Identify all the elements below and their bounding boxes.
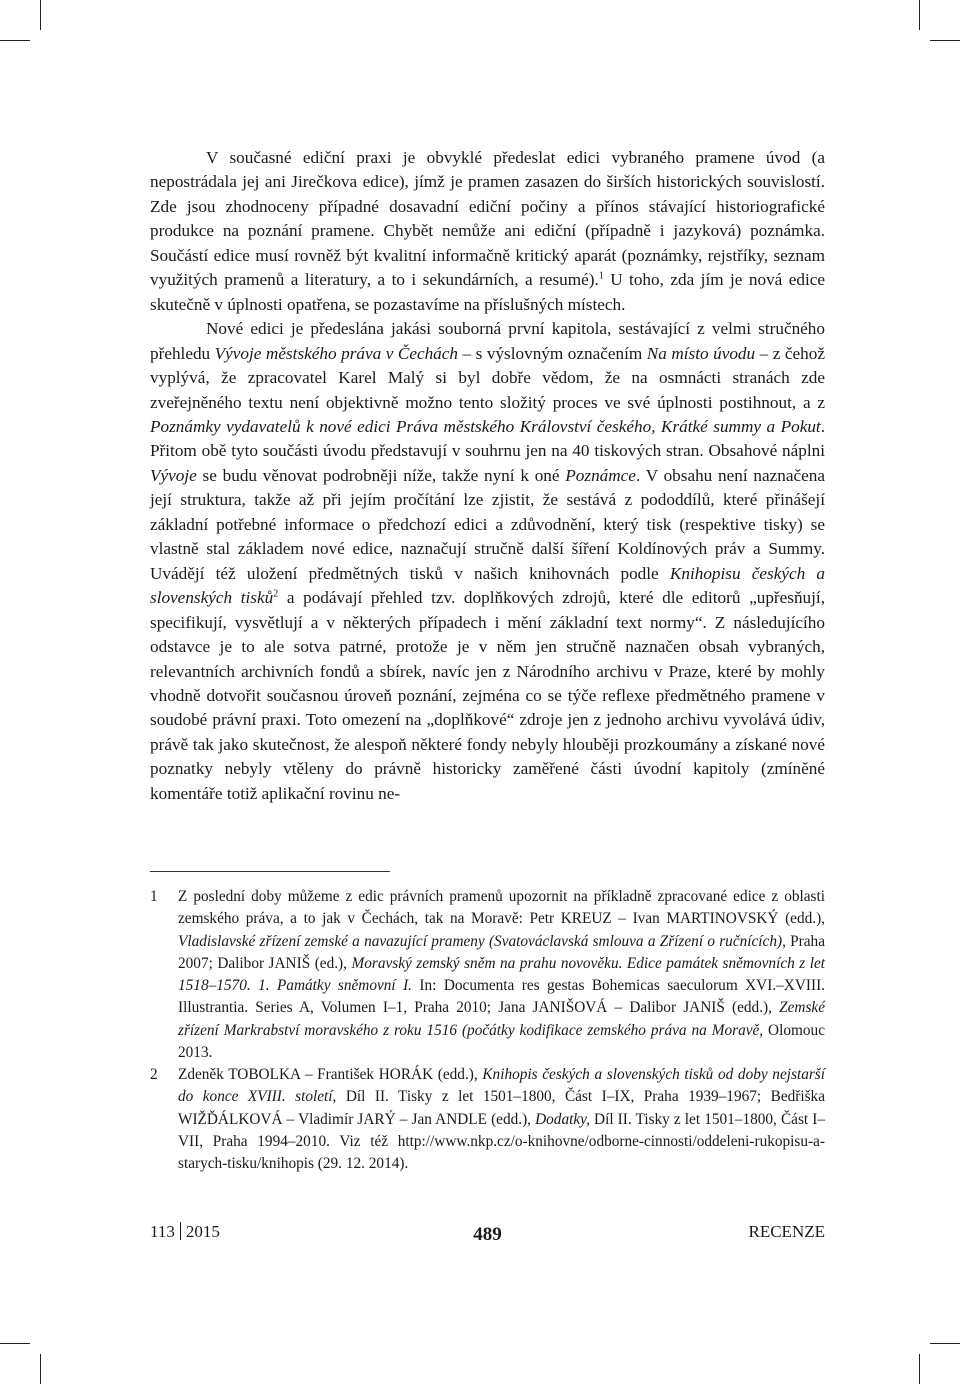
italic-title: Vývoje městského práva v Čechách	[214, 343, 459, 363]
italic-title: Vývoje	[150, 465, 197, 485]
body-paragraph	[150, 317, 825, 806]
page-footer	[150, 1222, 825, 1252]
text-run: Z poslední doby můžeme z edic právních pramenů upozornit na příkladně zpracované edice z oblasti zemského práva, a to jak v Čechách, tak na Moravě: Petr KREUZ – Ivan MARTINOVSKÝ (edd.),	[178, 888, 825, 928]
issue-year: 2015	[185, 1222, 220, 1241]
footnote-number: 1	[150, 888, 158, 905]
crop-mark-top-left-v	[40, 0, 41, 30]
footnote-rule	[150, 871, 390, 872]
footnote-reference: 1	[598, 270, 604, 282]
italic-title: Poznámce	[565, 465, 636, 485]
page-number: 489	[473, 1224, 502, 1245]
text-run: Zdeněk TOBOLKA – František HORÁK (edd.),	[178, 1066, 483, 1083]
section-name: RECENZE	[748, 1222, 825, 1241]
text-run: Olomouc 2013.	[178, 1021, 825, 1061]
text-run: – s výslovným označením	[458, 343, 647, 363]
crop-mark-bottom-right-h	[930, 1343, 960, 1344]
crop-mark-bottom-left-v	[40, 1354, 41, 1384]
text-run: . Přitom obě tyto součásti úvodu představují v souhrnu jen na 40 tiskových stran. Obsahové náplni	[150, 416, 825, 461]
crop-mark-bottom-left-h	[0, 1343, 30, 1344]
crop-mark-bottom-right-v	[919, 1354, 920, 1384]
text-run: . V obsahu není naznačena její struktura, takže až při jejím pročítání lze zjistit, že sestává z pododdílů, které přinášejí základní potřebné informace o předchozí edici a zdůvodnění, který tisk (respektive tisky) se vlastně stal základem nové edice, naznačují stručně další šíření Koldínových práv a Summy. Uvádějí též uložení předmětných tisků v našich knihovnách podle	[150, 465, 825, 583]
italic-title: Na místo úvodu	[646, 343, 756, 363]
footnote	[150, 1064, 825, 1175]
italic-title: Poznámky vydavatelů k nové edici Práva městského Království českého, Krátké summy a Pokut	[150, 416, 821, 436]
italic-title: Knihopisu českých a slovenských tisků	[150, 563, 825, 608]
footnotes	[150, 886, 825, 1175]
text-run: U toho, zda jím je nová edice skutečně v úplnosti opatřena, se pozastavíme na příslušných místech.	[150, 270, 825, 314]
text-run: Díl II. Tisky z let 1501–1800, Část I–VII, Praha 1994–2010. Viz též http://www.nkp.cz/o-knihovne/odborne-cinnosti/oddeleni-rukopisu-a-starych-tisku/knihopis (29. 12. 2014).	[178, 1110, 825, 1172]
footnote-number: 2	[150, 1066, 158, 1083]
text-run: Nové edici je předeslána jakási souborná první kapitola, sestávající z velmi stručného přehledu	[150, 319, 825, 363]
italic-title: Moravský zemský sněm na prahu novověku. Edice památek sněmovních z let 1518–1570. 1. Památky sněmovní I.	[178, 954, 825, 994]
text-run: a podávají přehled tzv. doplňkových zdrojů, které dle editorů „upřesňují, specifikují, vysvětlují a v některých případech i mění základní text normy“. Z následujícího odstavce je to ale sotva patrné, protože je v něm jen stručně naznačen obsah vybraných, relevantních archivních fondů a sbírek, navíc jen z Národního archivu v Praze, které by mohly vhodně dotvořit současnou úroveň poznání, zejména co se týče reflexe předmětného pramene v soudobé právní praxi. Toto omezení na „doplňkové“ zdroje jen z jednoho archivu vyvolává údiv, právě tak jako skutečnost, že alespoň některé fondy nebyly hlouběji prozkoumány a získané nové poznatky nebyly vtěleny do právně historicky zaměřené části úvodní kapitoly (zmíněné komentáře totiž aplikační rovinu ne-	[150, 588, 825, 803]
footnote	[150, 886, 825, 1064]
crop-mark-top-right-v	[919, 0, 920, 30]
text-run: – z čehož vyplývá, že zpracovatel Karel Malý si byl dobře vědom, že na osmnácti stranách zde zveřejněného textu není objektivně možno tento složitý proces ve své úplnosti postihnout, a z	[150, 343, 825, 412]
crop-mark-top-right-h	[930, 40, 960, 41]
main-body-text	[150, 146, 825, 806]
crop-mark-top-left-h	[0, 40, 30, 41]
text-run: V současné ediční praxi je obvyklé předeslat edici vybraného pramene úvod (a nepostrádala jej ani Jirečkova edice), jímž je pramen zasazen do širších historických souvislostí. Zde jsou zhodnoceny případné dosavadní ediční počiny a přínos stávající historiografické produkce na poznání pramene. Chybět nemůže ani ediční (případně i jazyková) poznámka. Součástí edice musí rovněž být kvalitní informačně kritický aparát (poznámky, rejstříky, seznam využitých pramenů a literatury, a to i sekundárních, a resumé).	[150, 148, 825, 290]
text-run: se budu věnovat podrobněji níže, takže nyní k oné	[196, 465, 566, 485]
text-run: In: Documenta res gestas Bohemicas saeculorum XVI.–XVIII. Illustrantia. Series A, Volumen I–1, Praha 2010; Jana JANIŠOVÁ – Dalibor JANIŠ (edd.),	[178, 977, 825, 1017]
footnote-text	[178, 1064, 825, 1175]
body-paragraph	[150, 146, 825, 317]
volume-number: 113	[150, 1222, 175, 1241]
footnote-reference: 2	[273, 588, 279, 600]
italic-title: Knihopis českých a slovenských tisků od doby nejstarší do konce XVIII. století	[178, 1066, 825, 1106]
italic-title: Zemské zřízení Markrabství moravského z roku 1516 (počátky kodifikace zemského práva na Moravě,	[178, 999, 825, 1039]
footnote-text	[178, 886, 825, 1064]
text-run: , Díl II. Tisky z let 1501–1800, Část I–IX, Praha 1939–1967; Bedřiška WIŽĎÁLKOVÁ – Vladimír JARÝ – Jan ANDLE (edd.),	[178, 1088, 825, 1128]
italic-title: Dodatky,	[535, 1110, 590, 1128]
italic-title: Vladislavské zřízení zemské a navazující prameny (Svatováclavská smlouva a Zřízení o ručnících)	[178, 932, 783, 950]
text-run: , Praha 2007; Dalibor JANIŠ (ed.),	[178, 932, 825, 972]
